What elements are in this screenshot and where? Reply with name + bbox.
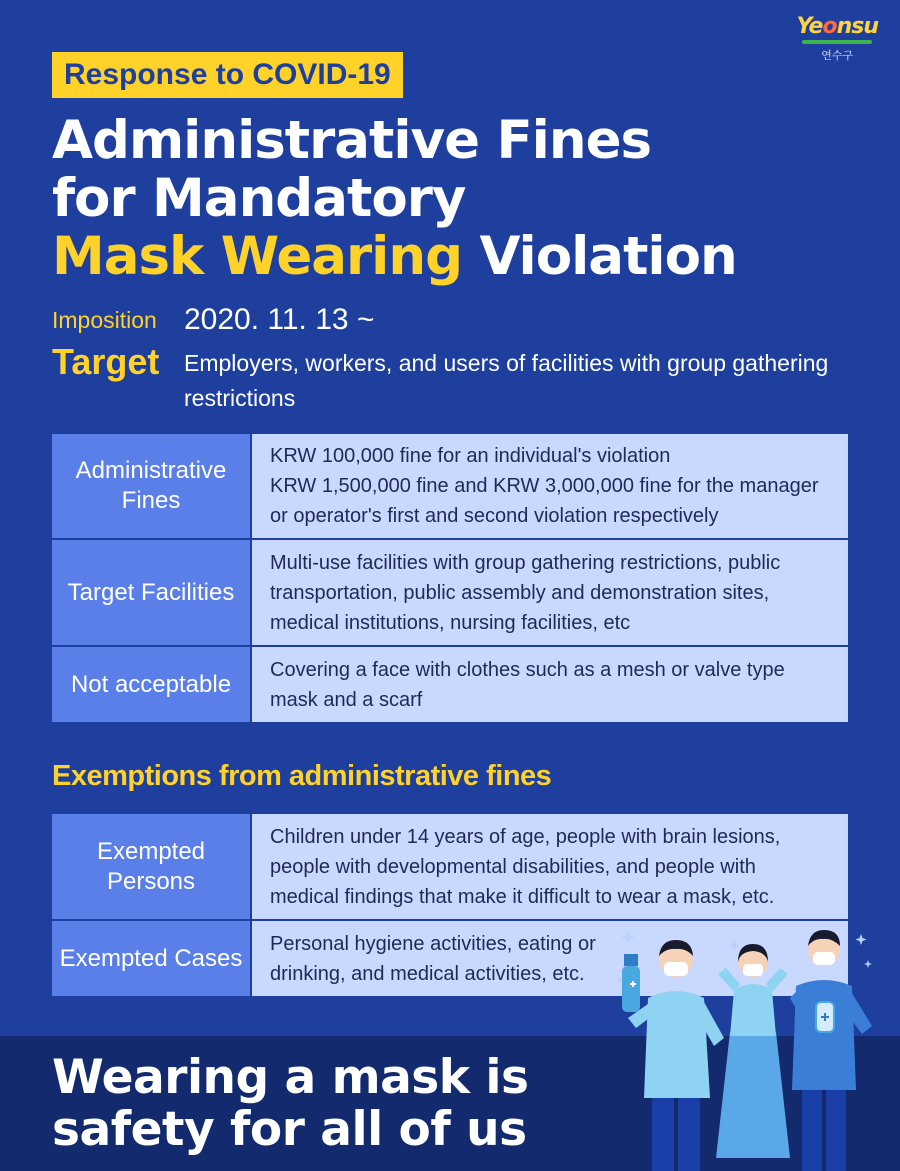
exemptions-heading: Exemptions from administrative fines — [52, 760, 552, 792]
title-rest: Violation — [462, 226, 737, 287]
row-header: Not acceptable — [51, 646, 251, 723]
imposition-value: 2020. 11. 13 ~ — [184, 303, 375, 336]
title-line-2: for Mandatory — [52, 168, 466, 229]
imposition-row — [52, 300, 374, 340]
person-left — [622, 940, 724, 1171]
detail-line: Personal hygiene activities, eating or — [270, 932, 596, 955]
row-detail — [251, 539, 849, 646]
slogan — [52, 1052, 528, 1156]
row-header: Exempted Cases — [51, 920, 251, 997]
table-row — [51, 539, 849, 646]
masked-people-illustration — [606, 918, 886, 1171]
slogan-line-1: Wearing a mask is — [52, 1050, 529, 1105]
table-row — [51, 646, 849, 723]
detail-line: Covering a face with clothes such as a mesh or valve type — [270, 658, 785, 681]
row-header: Target Facilities — [51, 539, 251, 646]
row-header: Administrative Fines — [51, 433, 251, 539]
row-header: Exempted Persons — [51, 813, 251, 920]
title-highlight: Mask Wearing — [52, 226, 463, 287]
imposition-label: Imposition — [52, 307, 157, 333]
row-detail — [251, 646, 849, 723]
fines-table — [50, 432, 850, 724]
detail-line: Multi-use facilities with group gathering restrictions, public — [270, 551, 781, 574]
logo-wordmark: Yeonsu — [796, 14, 878, 39]
detail-line: or operator's first and second violation respectively — [270, 505, 719, 527]
topic-tag: Response to COVID-19 — [52, 52, 403, 98]
yeonsu-logo — [796, 14, 878, 63]
row-detail — [251, 433, 849, 539]
detail-line: transportation, public assembly and demonstration sites, — [270, 581, 770, 604]
detail-line: medical institutions, nursing facilities, etc — [270, 611, 631, 634]
slogan-line-2: safety for all of us — [52, 1102, 527, 1157]
target-label: Target — [52, 341, 160, 382]
logo-swoosh — [802, 40, 872, 44]
detail-line: KRW 100,000 fine for an individual's violation — [270, 445, 671, 467]
target-value: Employers, workers, and users of facilities with group gathering restrictions — [184, 350, 829, 411]
target-row — [52, 342, 884, 416]
title-line-1: Administrative Fines — [52, 110, 652, 171]
logo-korean: 연수구 — [821, 50, 854, 62]
title-line-3 — [52, 228, 737, 286]
page-title — [52, 112, 737, 286]
detail-line: medical findings that make it difficult to wear a mask, etc. — [270, 885, 775, 908]
person-right — [790, 930, 872, 1171]
detail-line: Children under 14 years of age, people with brain lesions, — [270, 825, 781, 848]
detail-line: mask and a scarf — [270, 688, 423, 711]
table-row — [51, 813, 849, 920]
detail-line: KRW 1,500,000 fine and KRW 3,000,000 fine for the manager — [270, 475, 819, 497]
row-detail — [251, 813, 849, 920]
person-middle — [716, 944, 790, 1158]
detail-line: people with developmental disabilities, and people with — [270, 855, 756, 878]
detail-line: drinking, and medical activities, etc. — [270, 962, 585, 985]
table-row — [51, 433, 849, 539]
